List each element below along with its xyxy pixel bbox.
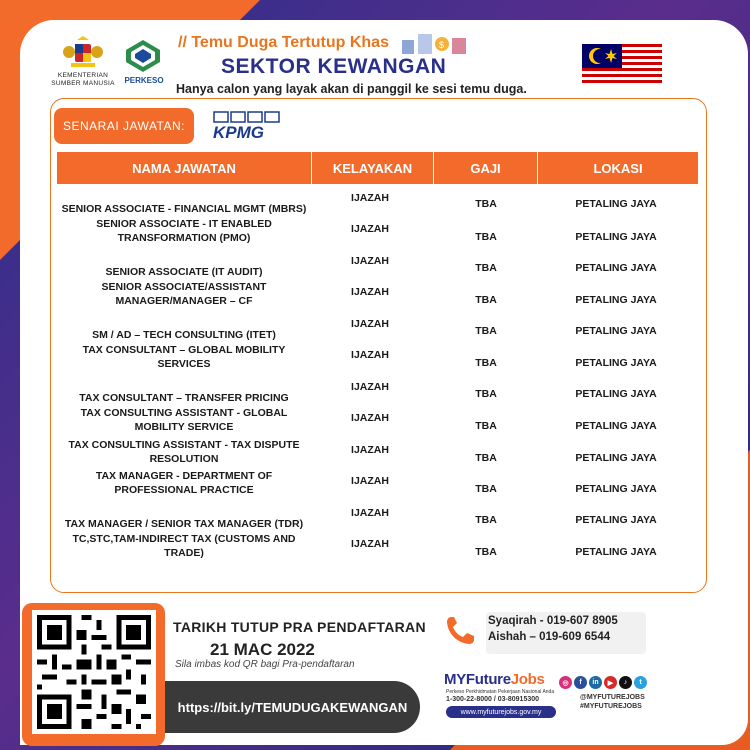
contact-phone: 019-607 8905 [546, 615, 618, 627]
table-row [56, 470, 700, 506]
gaji-value: TBA [475, 262, 497, 274]
gaji-value: TBA [475, 198, 497, 210]
social-handle: @MYFUTUREJOBS [580, 694, 645, 701]
kelayakan-value: IJAZAH [351, 444, 389, 456]
column-header-kelayakan: KELAYAKAN [312, 152, 434, 184]
finance-illustration-icon [398, 30, 472, 56]
facebook-icon[interactable]: f [574, 676, 587, 689]
perkeso-mark-icon [124, 38, 162, 74]
job-title: SM / AD – TECH CONSULTING (ITET) [92, 329, 276, 341]
qr-code-icon[interactable] [32, 610, 156, 734]
senarai-jawatan-label: SENARAI JAWATAN: [54, 108, 194, 144]
ministry-text-line2: SUMBER MANUSIA [51, 80, 115, 87]
column-header-gaji: GAJI [434, 152, 538, 184]
lokasi-value: PETALING JAYA [575, 294, 657, 306]
lokasi-value: PETALING JAYA [575, 546, 657, 558]
contact-name: Syaqirah - [488, 615, 544, 627]
table-row [56, 344, 700, 380]
lokasi-value: PETALING JAYA [575, 420, 657, 432]
contact-line [488, 631, 610, 643]
kelayakan-value: IJAZAH [351, 255, 389, 267]
ministry-text-line1: KEMENTERIAN [57, 72, 109, 79]
title-text: Temu Duga Tertutup Khas [191, 34, 389, 51]
brand-subtitle: Perkeso Perkhidmatan Pekerjaan Nasional Anda [446, 689, 555, 695]
gaji-value: TBA [475, 231, 497, 243]
lokasi-value: PETALING JAYA [575, 262, 657, 274]
kelayakan-value: IJAZAH [351, 286, 389, 298]
job-title: TAX CONSULTING ASSISTANT - GLOBAL MOBILITY SERVICE [80, 407, 288, 433]
gaji-value: TBA [475, 483, 497, 495]
lokasi-value: PETALING JAYA [575, 231, 657, 243]
phone-icon [443, 614, 477, 648]
title-prefix: // [178, 34, 187, 51]
kpmg-logo-icon [212, 110, 284, 140]
column-header-nama-jawatan: NAMA JAWATAN [57, 152, 312, 184]
lokasi-value: PETALING JAYA [575, 388, 657, 400]
lokasi-value: PETALING JAYA [575, 325, 657, 337]
lokasi-value: PETALING JAYA [575, 452, 657, 464]
gaji-value: TBA [475, 514, 497, 526]
contact-line [488, 615, 618, 627]
job-title: SENIOR ASSOCIATE - IT ENABLED TRANSFORMATION (PMO) [96, 218, 272, 244]
job-title: TAX MANAGER / SENIOR TAX MANAGER (TDR) [64, 518, 304, 530]
youtube-icon[interactable]: ▶ [604, 676, 617, 689]
malaysia-flag-icon [582, 44, 662, 86]
kelayakan-value: IJAZAH [351, 349, 389, 361]
lokasi-value: PETALING JAYA [575, 198, 657, 210]
table-row [56, 218, 700, 254]
job-title: TAX MANAGER - DEPARTMENT OF PROFESSIONAL PRACTICE [95, 470, 273, 496]
scan-qr-note: Sila imbas kod QR bagi Pra-pendaftaran [175, 659, 355, 670]
brand-phone: 1-300-22-8000 / 03-80915300 [446, 696, 540, 703]
social-icons [559, 676, 647, 689]
lokasi-value: PETALING JAYA [575, 514, 657, 526]
contact-phone: 019-609 6544 [539, 631, 611, 643]
closing-date: 21 MAC 2022 [210, 640, 315, 659]
kelayakan-value: IJAZAH [351, 223, 389, 235]
lokasi-value: PETALING JAYA [575, 357, 657, 369]
kelayakan-value: IJAZAH [351, 475, 389, 487]
kelayakan-value: IJAZAH [351, 412, 389, 424]
myfuturejobs-logo [444, 671, 545, 688]
twitter-icon[interactable]: t [634, 676, 647, 689]
header-title-line2: SEKTOR KEWANGAN [221, 55, 447, 78]
lokasi-value: PETALING JAYA [575, 483, 657, 495]
brand-main: MYFuture [444, 671, 511, 688]
kpmg-logo-text: KPMG [213, 123, 264, 140]
job-title: SENIOR ASSOCIATE - FINANCIAL MGMT (MBRS) [61, 203, 307, 215]
table-row [56, 281, 700, 317]
gaji-value: TBA [475, 452, 497, 464]
ministry-logo [48, 36, 118, 90]
tiktok-icon[interactable]: ♪ [619, 676, 632, 689]
kelayakan-value: IJAZAH [351, 538, 389, 550]
brand-url[interactable]: www.myfuturejobs.gov.my [446, 706, 556, 718]
kelayakan-value: IJAZAH [351, 318, 389, 330]
table-row [56, 533, 700, 569]
gaji-value: TBA [475, 357, 497, 369]
coat-of-arms-icon [62, 36, 104, 70]
linkedin-icon[interactable]: in [589, 676, 602, 689]
job-title: TAX CONSULTANT – TRANSFER PRICING [79, 392, 289, 404]
kelayakan-value: IJAZAH [351, 381, 389, 393]
gaji-value: TBA [475, 325, 497, 337]
kelayakan-value: IJAZAH [351, 192, 389, 204]
kelayakan-value: IJAZAH [351, 507, 389, 519]
gaji-value: TBA [475, 546, 497, 558]
brand-accent: Jobs [510, 671, 545, 688]
perkeso-text: PERKESO [124, 76, 164, 85]
job-title: SENIOR ASSOCIATE (IT AUDIT) [105, 266, 263, 278]
instagram-icon[interactable]: ◎ [559, 676, 572, 689]
job-title: TAX CONSULTANT – GLOBAL MOBILITY SERVICES [82, 344, 286, 370]
column-header-lokasi: LOKASI [538, 152, 698, 184]
svg-text:$: $ [439, 40, 445, 50]
header-subtitle: Hanya calon yang layak akan di panggil ke sesi temu duga. [176, 82, 527, 96]
perkeso-logo [122, 38, 166, 88]
social-hashtag: #MYFUTUREJOBS [580, 703, 642, 710]
gaji-value: TBA [475, 388, 497, 400]
gaji-value: TBA [475, 294, 497, 306]
gaji-value: TBA [475, 420, 497, 432]
registration-link[interactable]: https://bit.ly/TEMUDUGAKEWANGAN [165, 681, 420, 733]
job-title: SENIOR ASSOCIATE/ASSISTANT MANAGER/MANAGER – CF [101, 281, 267, 307]
job-title: TC,STC,TAM-INDIRECT TAX (CUSTOMS AND TRADE) [72, 533, 296, 559]
closing-date-label: TARIKH TUTUP PRA PENDAFTARAN [173, 619, 426, 635]
header-title-line1 [178, 34, 389, 52]
contact-name: Aishah – [488, 631, 536, 643]
job-title: TAX CONSULTING ASSISTANT - TAX DISPUTE RESOLUTION [68, 439, 300, 465]
